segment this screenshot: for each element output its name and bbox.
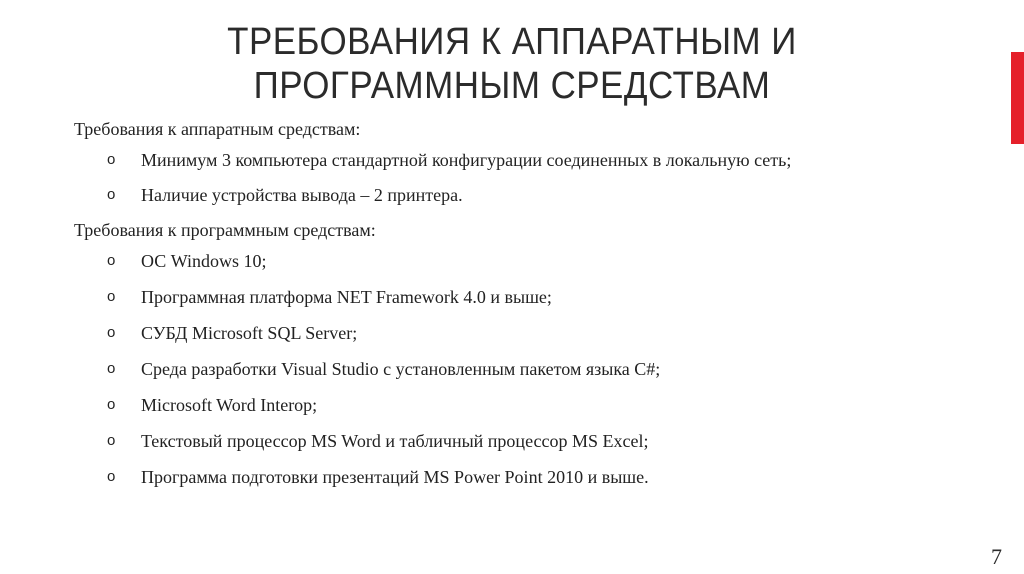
page-number: 7 xyxy=(991,544,1002,569)
slide-title xyxy=(179,20,845,108)
hardware-list xyxy=(74,149,908,206)
software-item xyxy=(74,430,908,452)
bullet-marker: o xyxy=(107,468,116,485)
software-item-text: Среда разработки Visual Studio с установленным пакетом языка C#; xyxy=(141,359,661,379)
slide-content xyxy=(74,118,908,502)
software-item-text: Программа подготовки презентаций MS Power Point 2010 и выше. xyxy=(141,467,649,487)
bullet-marker: o xyxy=(107,396,116,413)
software-item-text: Текстовый процессор MS Word и табличный процессор MS Excel; xyxy=(141,431,649,451)
bullet-marker: o xyxy=(107,252,116,269)
hardware-item xyxy=(74,184,908,206)
hardware-item-text: Наличие устройства вывода – 2 принтера. xyxy=(141,185,463,205)
software-heading: Требования к программным средствам: xyxy=(74,220,376,240)
software-item-text: СУБД Microsoft SQL Server; xyxy=(141,323,358,343)
slide-title-line-1: ТРЕБОВАНИЯ К АППАРАТНЫМ И xyxy=(227,21,797,63)
hardware-item xyxy=(74,149,908,171)
software-list xyxy=(74,250,908,488)
bullet-marker: o xyxy=(107,432,116,449)
software-item xyxy=(74,466,908,488)
software-item xyxy=(74,250,908,272)
bullet-marker: o xyxy=(107,324,116,341)
software-item xyxy=(74,286,908,308)
bullet-marker: o xyxy=(107,186,116,203)
slide-title-line-2: ПРОГРАММНЫМ СРЕДСТВАМ xyxy=(253,65,771,107)
software-item-text: ОС Windows 10; xyxy=(141,251,267,271)
software-item-text: Microsoft Word Interop; xyxy=(141,395,318,415)
software-item-text: Программная платформа NET Framework 4.0 и выше; xyxy=(141,287,552,307)
bullet-marker: o xyxy=(107,288,116,305)
hardware-item-text: Минимум 3 компьютера стандартной конфигурации соединенных в локальную сеть; xyxy=(141,150,792,170)
accent-bar xyxy=(1011,52,1024,144)
software-item xyxy=(74,358,908,380)
software-item xyxy=(74,394,908,416)
bullet-marker: o xyxy=(107,151,116,168)
hardware-heading: Требования к аппаратным средствам: xyxy=(74,119,361,139)
software-item xyxy=(74,322,908,344)
bullet-marker: o xyxy=(107,360,116,377)
